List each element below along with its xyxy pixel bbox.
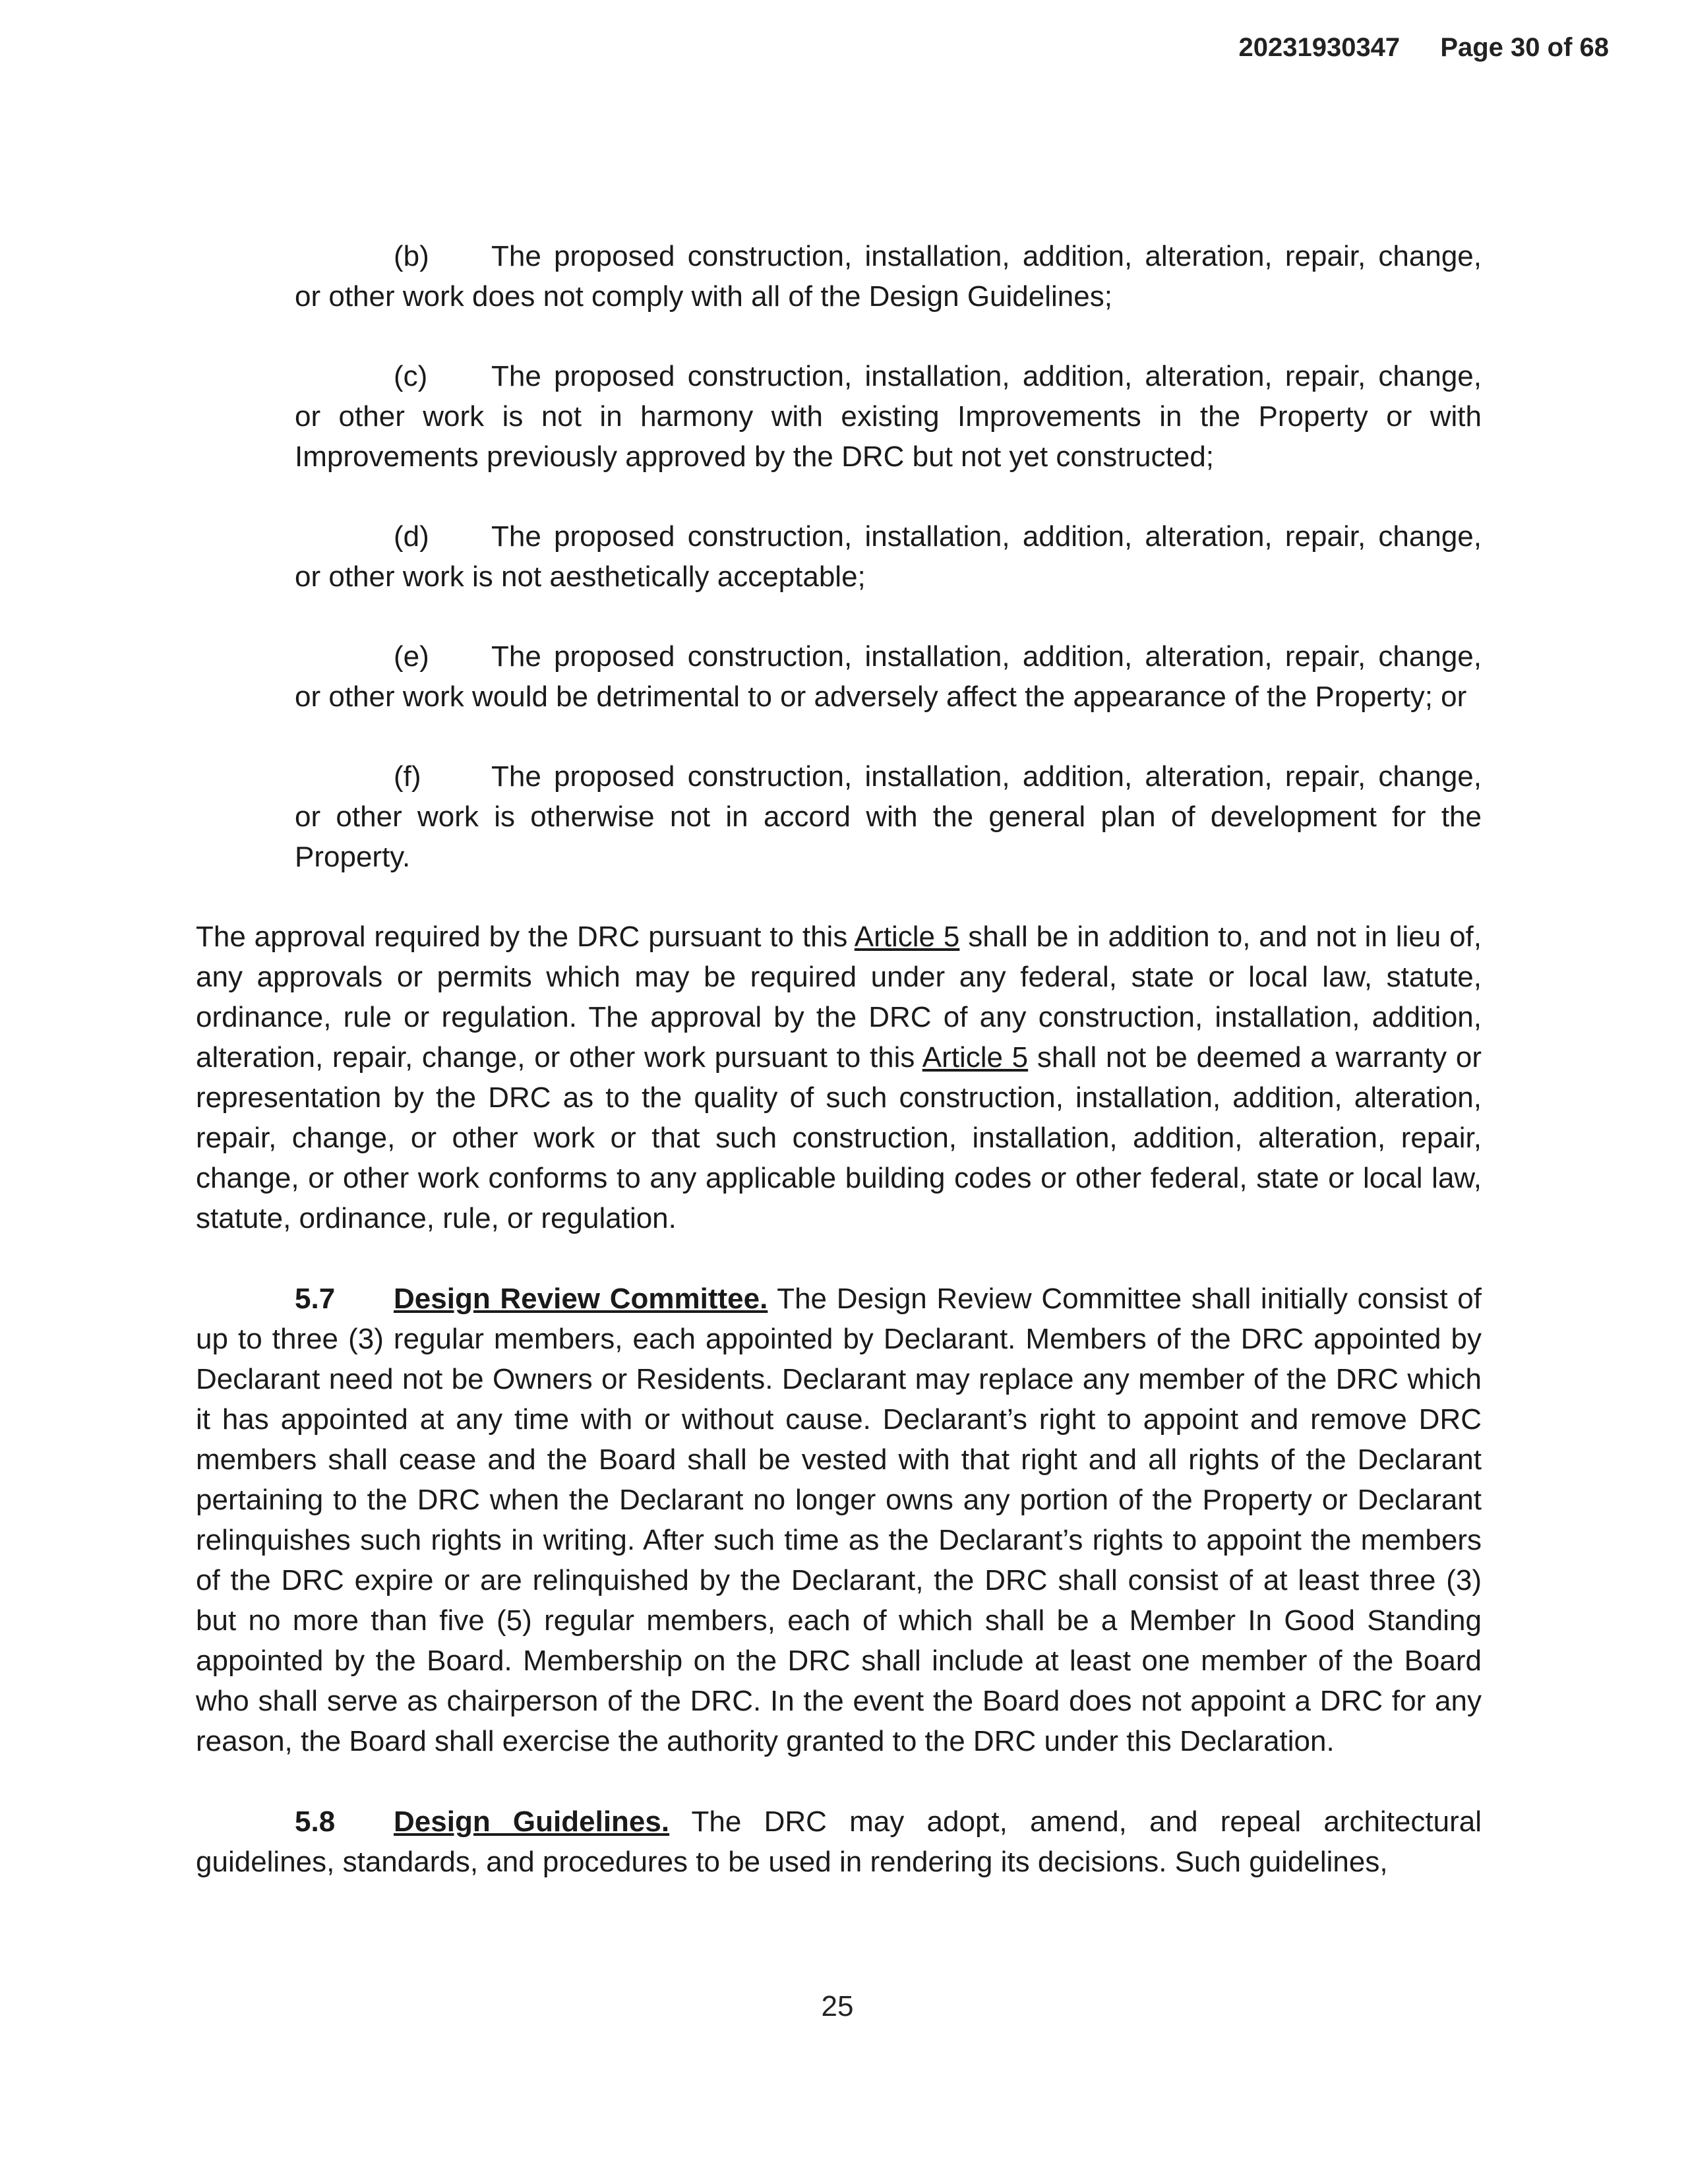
section-title: Design Review Committee. <box>394 1283 768 1315</box>
section-title: Design Guidelines. <box>394 1805 670 1838</box>
subsection-c <box>295 356 1482 477</box>
subsection-text: The proposed construction, installation, addition, alteration, repair, change, or other work is not in harmony with existing Improvements in the Property or with Improvements previously approved by the DRC but not yet constructed; <box>295 360 1482 473</box>
subsection-b <box>295 236 1482 317</box>
subsection-text: The proposed construction, installation, addition, alteration, repair, change, or other work would be detrimental to or adversely affect the appearance of the Property; or <box>295 640 1482 713</box>
approval-text-3: shall not be deemed a warranty or representation by the DRC as to the quality of such construction, installation, addition, alteration, repair, change, or other work or that such construction, installation, addition, alteration, repair, change, or other work conforms to any applicable building codes or other federal, state or local law, statute, ordinance, rule, or regulation. <box>196 1041 1482 1234</box>
subsection-label: (e) <box>394 640 429 673</box>
document-body <box>196 236 1482 1922</box>
subsection-label: (d) <box>394 520 429 553</box>
approval-text-1: The approval required by the DRC pursuant to this <box>196 921 855 953</box>
section-text: The Design Review Committee shall initially consist of up to three (3) regular members, each appointed by Declarant. Members of the DRC appointed by Declarant need not be Owners or Residents. Declarant may replace any member of the DRC which it has appointed at any time with or without cause. Declarant’s right to appoint and remove DRC members shall cease and the Board shall be vested with that right and all rights of the Declarant pertaining to the DRC when the Declarant no longer owns any portion of the Property or Declarant relinquishes such rights in writing. After such time as the Declarant’s rights to appoint the members of the DRC expire or are relinquished by the Declarant, the DRC shall consist of at least three (3) but no more than five (5) regular members, each of which shall be a Member In Good Standing appointed by the Board. Membership on the DRC shall include at least one member of the Board who shall serve as chairperson of the DRC. In the event the Board does not appoint a DRC for any reason, the Board shall exercise the authority granted to the DRC under this Declaration. <box>196 1283 1482 1757</box>
page-header <box>1238 33 1609 63</box>
document-number: 20231930347 <box>1238 33 1401 62</box>
approval-paragraph <box>196 917 1482 1238</box>
subsection-d <box>295 516 1482 597</box>
section-number: 5.7 <box>295 1283 336 1315</box>
section-text: The DRC may adopt, amend, and repeal architectural guidelines, standards, and procedures to be used in rendering its decisions. Such guidelines, <box>196 1805 1482 1878</box>
page-number: 25 <box>821 1990 854 2022</box>
subsection-text: The proposed construction, installation, addition, alteration, repair, change, or other work is not aesthetically acceptable; <box>295 520 1482 593</box>
subsection-text: The proposed construction, installation, addition, alteration, repair, change, or other work does not comply with all of the Design Guidelines; <box>295 240 1482 313</box>
approval-text-2: shall be in addition to, and not in lieu of, any approvals or permits which may be required under any federal, state or local law, statute, ordinance, rule or regulation. The approval by the DRC of any construction, installation, addition, alteration, repair, change, or other work pursuant to this <box>196 921 1482 1074</box>
section-5-8 <box>196 1802 1482 1882</box>
article-5-link[interactable]: Article 5 <box>922 1041 1029 1074</box>
section-number: 5.8 <box>295 1805 336 1838</box>
subsection-text: The proposed construction, installation, addition, alteration, repair, change, or other work is otherwise not in accord with the general plan of development for the Property. <box>295 760 1482 873</box>
section-5-7 <box>196 1279 1482 1761</box>
article-5-link[interactable]: Article 5 <box>854 921 960 953</box>
subsection-f <box>295 756 1482 877</box>
subsection-e <box>295 636 1482 717</box>
page-indicator: Page 30 of 68 <box>1440 33 1609 62</box>
subsection-label: (f) <box>394 760 421 793</box>
subsection-label: (c) <box>394 360 428 392</box>
subsection-label: (b) <box>394 240 429 272</box>
